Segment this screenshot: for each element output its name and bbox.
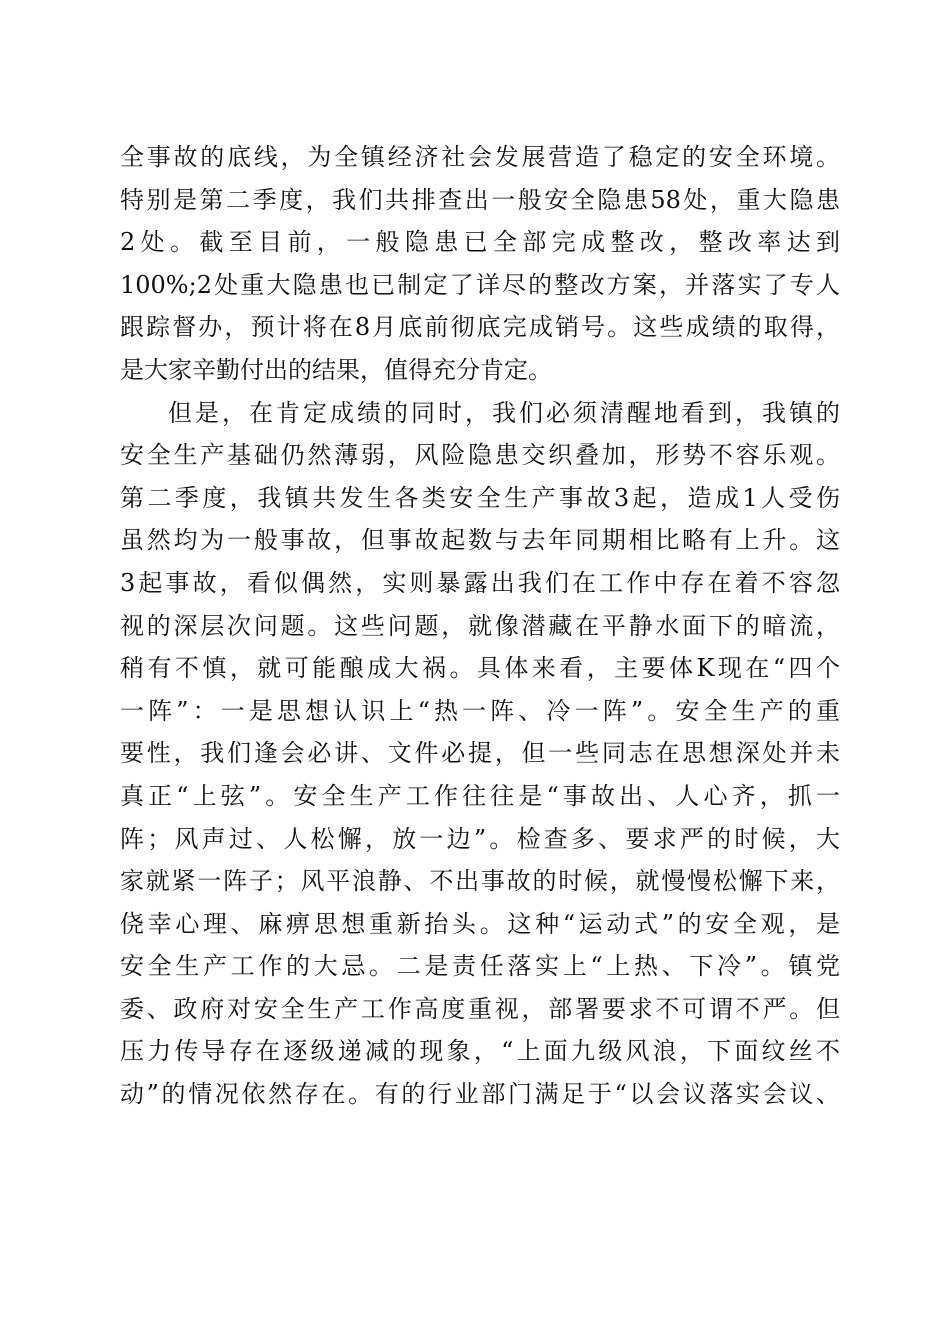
text-line: 真正“上弦”。安全生产工作往往是“事故出、人心齐，抓一: [120, 781, 840, 810]
text-line: 虽然均为一般事故，但事故起数与去年同期相比略有上升。这: [120, 526, 840, 555]
text-line: 动”的情况依然存在。有的行业部门满足于“以会议落实会议、: [120, 1080, 840, 1109]
text-line: 特别是第二季度，我们共排查出一般安全隐患58处，重大隐患: [120, 185, 840, 214]
text-line: 委、政府对安全生产工作高度重视，部署要求不可谓不严。但: [120, 994, 840, 1023]
text-line: 安全生产工作的大忌。二是责任落实上“上热、下冷”。镇党: [120, 952, 840, 981]
text-line: 跟踪督办，预计将在8月底前彻底完成销号。这些成绩的取得，: [120, 313, 840, 342]
text-line: 第二季度，我镇共发生各类安全生产事故3起，造成1人受伤: [120, 483, 840, 512]
text-line: 要性，我们逢会必讲、文件必提，但一些同志在思想深处并未: [120, 739, 840, 768]
text-line: 侥幸心理、麻痹思想重新抬头。这种“运动式”的安全观，是: [120, 909, 840, 938]
text-line: 一阵”：一是思想认识上“热一阵、冷一阵”。安全生产的重: [120, 696, 840, 725]
text-line: 100%;2处重大隐患也已制定了详尽的整改方案，并落实了专人: [120, 270, 840, 299]
text-line: 家就紧一阵子；风平浪静、不出事故的时候，就慢慢松懈下来，: [120, 867, 840, 896]
text-line: 压力传导存在逐级递减的现象，“上面九级风浪，下面纹丝不: [120, 1037, 840, 1066]
text-line: 但是，在肯定成绩的同时，我们必须清醒地看到，我镇的: [168, 398, 840, 427]
text-line: 2处。截至目前，一般隐患已全部完成整改，整改率达到: [120, 228, 840, 257]
text-line: 安全生产基础仍然薄弱，风险隐患交织叠加，形势不容乐观。: [120, 441, 840, 470]
text-line: 是大家辛勤付出的结果，值得充分肯定。: [120, 355, 552, 384]
text-line: 3起事故，看似偶然，实则暴露出我们在工作中存在着不容忽: [120, 568, 840, 597]
text-line: 阵；风声过、人松懈，放一边”。检查多、要求严的时候，大: [120, 824, 840, 853]
text-line: 全事故的底线，为全镇经济社会发展营造了稳定的安全环境。: [120, 143, 840, 171]
body-text: [120, 136, 840, 1116]
text-line: 视的深层次问题。这些问题，就像潜藏在平静水面下的暗流，: [120, 611, 840, 640]
text-line: 稍有不慎，就可能酿成大祸。具体来看，主要体K现在“四个: [120, 654, 840, 683]
